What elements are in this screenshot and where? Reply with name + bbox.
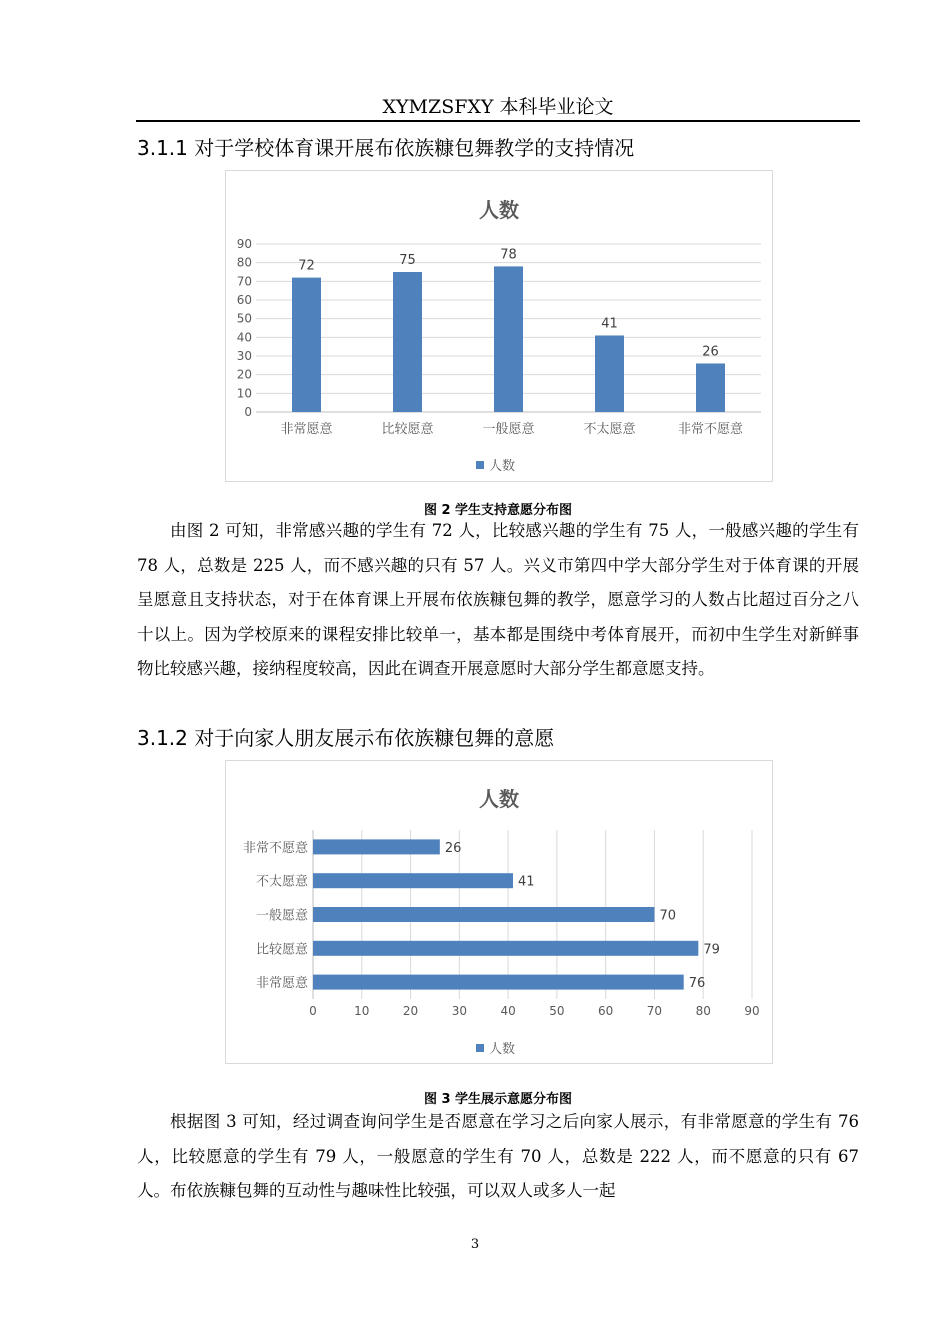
- data-label: 41: [601, 316, 618, 332]
- x-tick-label: 一般愿意: [482, 422, 535, 437]
- x-tick-label: 40: [500, 1004, 516, 1018]
- y-tick-label: 90: [236, 237, 252, 251]
- section-heading-3-1-2: 3.1.2 对于向家人朋友展示布依族糠包舞的意愿: [137, 726, 555, 750]
- data-label: 79: [703, 942, 720, 958]
- figure-2-caption: 图 2 学生支持意愿分布图: [423, 503, 573, 518]
- y-tick-label: 非常愿意: [255, 976, 308, 992]
- data-label: 70: [659, 908, 676, 924]
- x-tick-label: 90: [744, 1004, 760, 1018]
- data-label: 72: [298, 258, 315, 274]
- display-chart-svg: [226, 761, 772, 1063]
- display-chart: [225, 760, 773, 1064]
- support-chart-svg: [226, 171, 772, 481]
- y-tick-label: 20: [236, 367, 252, 382]
- y-tick-label: 0: [244, 405, 252, 419]
- y-tick-label: 50: [236, 311, 252, 326]
- x-tick-label: 非常不愿意: [677, 422, 744, 437]
- y-tick-label: 40: [236, 330, 252, 345]
- y-tick-label: 80: [236, 255, 252, 270]
- y-tick-label: 比较愿意: [255, 942, 308, 958]
- bar: [313, 873, 513, 888]
- chart-title: 人数: [479, 198, 519, 222]
- data-label: 78: [500, 247, 517, 263]
- x-tick-label: 50: [549, 1004, 565, 1018]
- y-tick-label: 70: [236, 274, 252, 289]
- y-tick-label: 60: [236, 293, 252, 307]
- data-label: 26: [702, 344, 719, 360]
- paragraph-3-1-2: 根据图 3 可知，经过调查询问学生是否愿意在学习之后向家人展示，有非常愿意的学生有 76 人，比较愿意的学生有 79 人，一般愿意的学生有 70 人，总数是 222 人，而不愿意的只有 67 人。布依族糠包舞的互动性与趣味性比较强，可以双人或多人一起: [137, 1112, 859, 1200]
- data-label: 75: [399, 253, 416, 268]
- page-header: XYMZSFXY 本科毕业论文: [382, 96, 614, 118]
- x-tick-label: 比较愿意: [381, 422, 434, 437]
- x-tick-label: 60: [598, 1004, 614, 1018]
- bar: [393, 272, 422, 412]
- bar: [595, 335, 624, 412]
- legend-label: 人数: [489, 459, 516, 474]
- support-chart: [225, 170, 773, 482]
- bar: [292, 278, 321, 412]
- x-tick-label: 不太愿意: [583, 422, 636, 437]
- header-rule: [136, 120, 860, 122]
- data-label: 26: [444, 840, 462, 856]
- x-tick-label: 20: [402, 1004, 419, 1018]
- x-tick-label: 0: [309, 1004, 317, 1018]
- bar: [494, 266, 523, 412]
- paragraph-3-1-1: 由图 2 可知，非常感兴趣的学生有 72 人，比较感兴趣的学生有 75 人，一般感兴趣的学生有 78 人，总数是 225 人，而不感兴趣的只有 57 人。兴义市第四中学大部分学生对于体育课的开展呈愿意且支持状态，对于在体育课上开展布依族糠包舞的教学，愿意学习的人数占比超过百分之八十以上。因为学校原来的课程安排比较单一，基本都是围绕中考体育展开，而初中生学生对新鲜事物比较感兴趣，接纳程度较高，因此在调查开展意愿时大部分学生都意愿支持。: [137, 521, 859, 678]
- x-tick-label: 10: [354, 1004, 370, 1018]
- data-label: 76: [688, 976, 706, 992]
- x-tick-label: 80: [695, 1004, 711, 1018]
- x-tick-label: 30: [451, 1004, 467, 1018]
- y-tick-label: 一般愿意: [255, 908, 308, 924]
- bar: [313, 907, 654, 922]
- bar: [313, 941, 698, 956]
- legend-label: 人数: [489, 1042, 516, 1057]
- legend-swatch: [476, 461, 484, 469]
- bar: [313, 975, 684, 990]
- y-tick-label: 非常不愿意: [242, 840, 308, 856]
- x-tick-label: 70: [646, 1004, 663, 1018]
- bar: [313, 839, 440, 854]
- page-number: 3: [470, 1237, 480, 1252]
- y-tick-label: 30: [236, 349, 252, 363]
- y-tick-label: 不太愿意: [255, 874, 308, 890]
- chart-title: 人数: [479, 787, 519, 811]
- section-heading-3-1-1: 3.1.1 对于学校体育课开展布依族糠包舞教学的支持情况: [137, 136, 635, 160]
- data-label: 41: [517, 874, 535, 890]
- legend-swatch: [476, 1044, 484, 1052]
- figure-3-caption: 图 3 学生展示意愿分布图: [423, 1092, 573, 1107]
- y-tick-label: 10: [236, 386, 252, 401]
- bar: [696, 363, 725, 412]
- x-tick-label: 非常愿意: [280, 422, 333, 437]
